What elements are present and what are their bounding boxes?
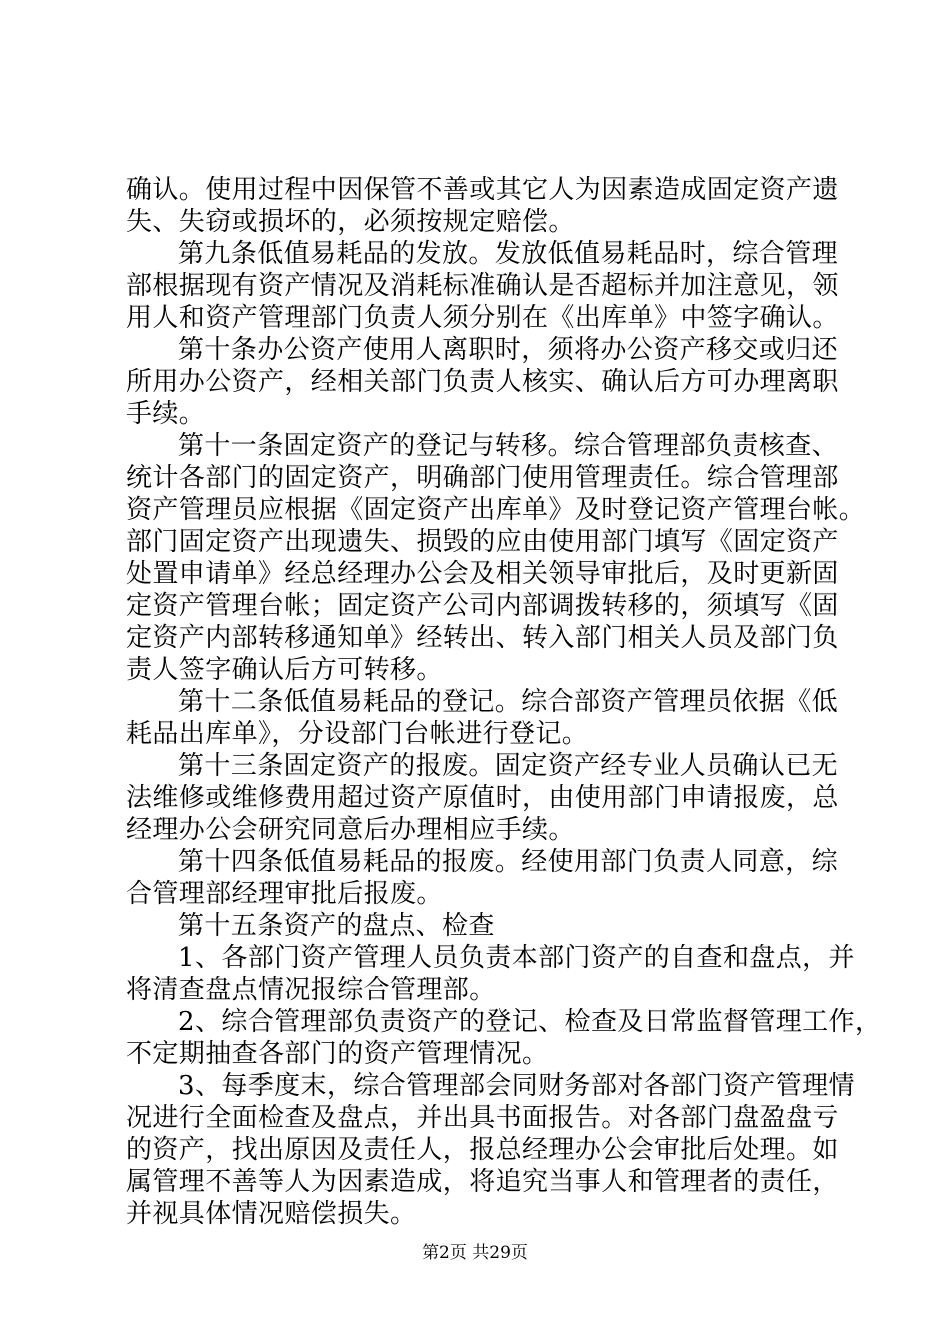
text-line: 手续。: [126, 399, 206, 429]
text-line: 所用办公资产，经相关部门负责人核实、确认后方可办理离职: [126, 367, 839, 397]
text-line: 责人签字确认后方可转移。: [126, 655, 443, 685]
text-line: 处置申请单》经总经理办公会及相关领导审批后，及时更新固: [126, 559, 839, 589]
text-line: 合管理部经理审批后报废。: [126, 879, 443, 909]
text-line: 第十条办公资产使用人离职时，须将办公资产移交或归还: [178, 335, 839, 365]
text-line: 的资产，找出原因及责任人，报总经理办公会审批后处理。如: [126, 1135, 839, 1165]
text-line: 资产管理员应根据《固定资产出库单》及时登记资产管理台帐。: [126, 495, 866, 525]
text-line: 统计各部门的固定资产，明确部门使用管理责任。综合管理部: [126, 463, 839, 493]
page-number-footer: 第2页 共29页: [422, 1243, 528, 1263]
text-line: 确认。使用过程中因保管不善或其它人为因素造成固定资产遗: [126, 175, 839, 205]
text-line: 并视具体情况赔偿损失。: [126, 1199, 417, 1229]
text-line: 用人和资产管理部门负责人须分别在《出库单》中签字确认。: [126, 303, 839, 333]
text-line: 不定期抽查各部门的资产管理情况。: [126, 1039, 549, 1069]
text-line: 法维修或维修费用超过资产原值时，由使用部门申请报废，总: [126, 783, 839, 813]
text-line: 第十四条低值易耗品的报废。经使用部门负责人同意，综: [178, 847, 839, 877]
text-line: 第十三条固定资产的报废。固定资产经专业人员确认已无: [178, 751, 839, 781]
text-line: 定资产内部转移通知单》经转出、转入部门相关人员及部门负: [126, 623, 839, 653]
text-line: 第九条低值易耗品的发放。发放低值易耗品时，综合管理: [178, 239, 839, 269]
text-line: 耗品出库单》，分设部门台帐进行登记。: [126, 719, 589, 749]
text-line: 1、各部门资产管理人员负责本部门资产的自查和盘点，并: [178, 943, 855, 973]
text-line: 失、失窃或损坏的，必须按规定赔偿。: [126, 207, 575, 237]
text-line: 第十五条资产的盘点、检查: [178, 911, 495, 941]
text-line: 属管理不善等人为因素造成，将追究当事人和管理者的责任，: [126, 1167, 839, 1197]
text-line: 第十一条固定资产的登记与转移。综合管理部负责核查、: [178, 431, 839, 461]
text-line: 经理办公会研究同意后办理相应手续。: [126, 815, 575, 845]
text-line: 况进行全面检查及盘点，并出具书面报告。对各部门盘盈盘亏: [126, 1103, 839, 1133]
text-line: 第十二条低值易耗品的登记。综合部资产管理员依据《低: [178, 687, 839, 717]
text-line: 定资产管理台帐；固定资产公司内部调拨转移的，须填写《固: [126, 591, 839, 621]
text-line: 部门固定资产出现遗失、损毁的应由使用部门填写《固定资产: [126, 527, 839, 557]
text-line: 3、每季度末，综合管理部会同财务部对各部门资产管理情: [178, 1071, 855, 1101]
text-line: 2、综合管理部负责资产的登记、检查及日常监督管理工作，: [178, 1007, 882, 1037]
text-line: 部根据现有资产情况及消耗标准确认是否超标并加注意见，领: [126, 271, 839, 301]
text-line: 将清查盘点情况报综合管理部。: [126, 975, 496, 1005]
